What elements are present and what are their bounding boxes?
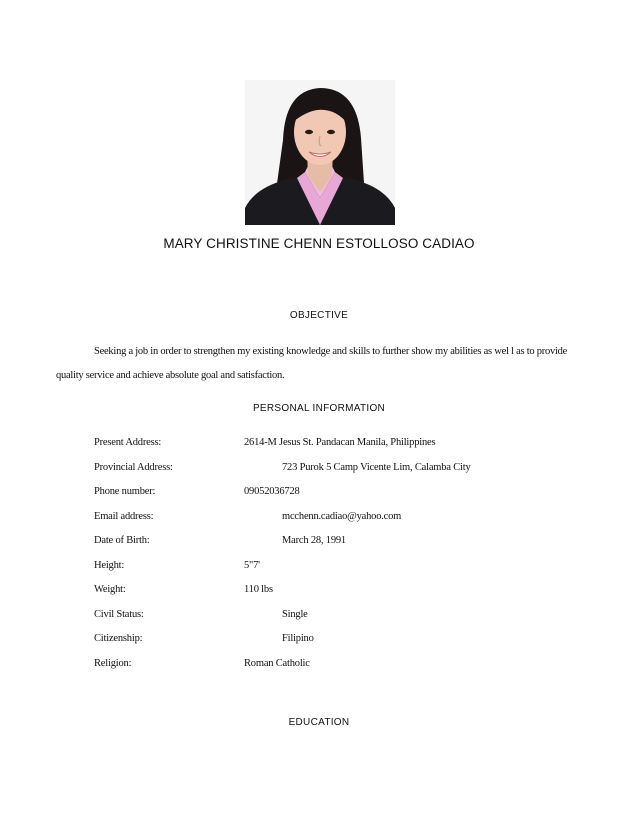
info-label: Email address: <box>94 511 154 522</box>
info-label: Weight: <box>94 584 126 595</box>
personal-information-heading: PERSONAL INFORMATION <box>252 403 386 414</box>
info-value: 723 Purok 5 Camp Vicente Lim, Calamba City <box>282 462 471 473</box>
info-value: 110 lbs <box>244 584 273 595</box>
info-value: 2614-M Jesus St. Pandacan Manila, Philippines <box>244 437 436 448</box>
info-label: Civil Status: <box>94 609 144 620</box>
info-value: 5"7' <box>244 560 260 571</box>
info-row-weight <box>94 584 594 598</box>
education-heading: EDUCATION <box>288 717 350 728</box>
info-value: March 28, 1991 <box>282 535 346 546</box>
info-value: 09052036728 <box>244 486 300 497</box>
info-row-email-address <box>94 511 594 525</box>
profile-photo <box>245 80 395 225</box>
info-label: Phone number: <box>94 486 156 497</box>
objective-heading: OBJECTIVE <box>289 310 349 321</box>
info-value: Single <box>282 609 308 620</box>
info-row-height <box>94 560 594 574</box>
objective-text: Seeking a job in order to strengthen my existing knowledge and skills to further show my abilities as wel l as to provide quality service and achieve absolute goal and satisfaction. <box>56 346 568 381</box>
candidate-name: MARY CHRISTINE CHENN ESTOLLOSO CADIAO <box>163 236 475 251</box>
info-row-religion <box>94 658 594 672</box>
info-row-present-address <box>94 437 594 451</box>
info-value: mcchenn.cadiao@yahoo.com <box>282 511 402 522</box>
info-label: Religion: <box>94 658 132 669</box>
info-row-provincial-address <box>94 462 594 476</box>
info-label: Provincial Address: <box>94 462 173 473</box>
info-row-phone-number <box>94 486 594 500</box>
info-label: Present Address: <box>94 437 162 448</box>
info-row-civil-status <box>94 609 594 623</box>
info-label: Citizenship: <box>94 633 143 644</box>
info-label: Date of Birth: <box>94 535 150 546</box>
info-row-date-of-birth <box>94 535 594 549</box>
info-row-citizenship <box>94 633 594 647</box>
info-label: Height: <box>94 560 125 571</box>
info-value: Roman Catholic <box>244 658 310 669</box>
info-value: Filipino <box>282 633 314 644</box>
